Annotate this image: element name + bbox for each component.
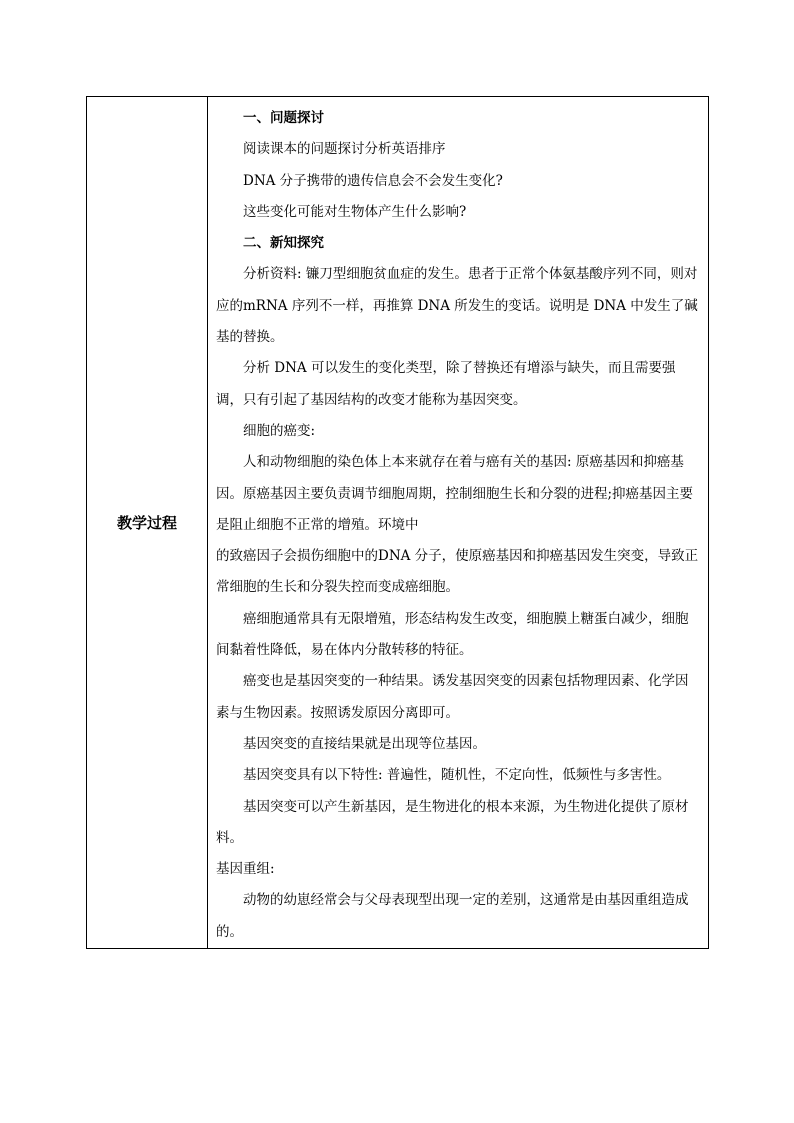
paragraph: 细胞的癌变: (243, 422, 316, 439)
content-body (208, 97, 708, 948)
paragraph: 分析资料: 镰刀型细胞贫血症的发生。患者于正常个体氨基酸序列不同，则对应的mRNA 序列不一样，再推算 DNA 所发生的变话。说明是 DNA 中发生了碱基的替换。 (216, 266, 698, 346)
paragraph: 基因重组: (216, 861, 275, 878)
paragraph: 人和动物细胞的染色体上本来就存在着与癌有关的基因: 原癌基因和抑癌基因。原癌基因主要负责调节细胞周期，控制细胞生长和分裂的进程;抑癌基因主要是阻止细胞不正常的增殖。环境中 (216, 454, 694, 533)
section-label: 教学过程 (116, 514, 177, 532)
content-cell (208, 97, 709, 949)
paragraph: 的致癌因子会损伤细胞中的DNA 分子，使原癌基因和抑癌基因发生突变，导致正常细胞的生长和分裂失控而变成癌细胞。 (216, 548, 699, 596)
lesson-table (86, 96, 709, 949)
paragraph: 阅读课本的问题探讨分析英语排序 (243, 141, 446, 158)
paragraph: DNA 分子携带的遗传信息会不会发生变化? (243, 172, 503, 189)
section-label-cell (87, 97, 208, 949)
paragraph: 癌变也是基因突变的一种结果。诱发基因突变的因素包括物理因素、化学因素与生物因素。按照诱发原因分离即可。 (216, 673, 689, 721)
paragraph: 这些变化可能对生物体产生什么影响? (243, 203, 467, 220)
section-heading: 一、问题探讨 (243, 110, 324, 126)
paragraph: 基因突变具有以下特性: 普遍性，随机性，不定向性，低频性与多害性。 (243, 767, 671, 784)
table-row (87, 97, 709, 949)
paragraph: 动物的幼崽经常会与父母表现型出现一定的差别，这通常是由基因重组造成的。 (216, 892, 689, 940)
paragraph: 基因突变的直接结果就是出现等位基因。 (243, 735, 486, 752)
section-heading: 二、新知探究 (243, 235, 324, 252)
paragraph: 基因突变可以产生新基因，是生物进化的根本来源，为生物进化提供了原材料。 (216, 798, 689, 846)
paragraph: 分析 DNA 可以发生的变化类型，除了替换还有增添与缺失，而且需要强调，只有引起了基因结构的改变才能称为基因突变。 (216, 360, 676, 408)
paragraph: 癌细胞通常具有无限增殖，形态结构发生改变，细胞膜上糖蛋白减少，细胞间黏着性降低，易在体内分散转移的特征。 (216, 610, 689, 659)
